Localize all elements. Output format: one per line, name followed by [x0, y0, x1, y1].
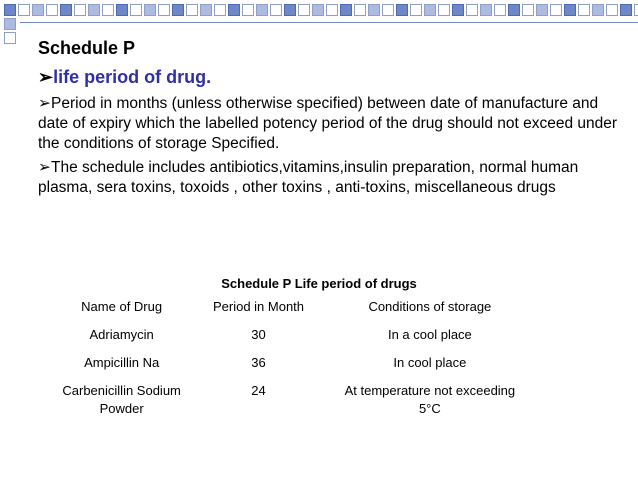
deco-square — [564, 4, 576, 16]
bullet-heading — [38, 67, 618, 88]
deco-square — [144, 4, 156, 16]
table-cell: Ampicillin Na — [84, 355, 160, 370]
deco-square — [438, 4, 450, 16]
deco-square — [354, 4, 366, 16]
arrow-bullet-icon: ➢ — [38, 95, 51, 112]
deco-square — [396, 4, 408, 16]
deco-square — [74, 4, 86, 16]
deco-square — [158, 4, 170, 16]
deco-square — [200, 4, 212, 16]
deco-square — [116, 4, 128, 16]
deco-square — [60, 4, 72, 16]
header-cell: Conditions of storage — [368, 299, 492, 314]
deco-square — [368, 4, 380, 16]
deco-square — [284, 4, 296, 16]
header-cell: Name of Drug — [81, 299, 163, 314]
table-cell: 24 — [251, 383, 266, 398]
bullet-heading-text: life period of drug. — [53, 67, 212, 87]
header-cell: Period in Month — [212, 299, 305, 314]
deco-square — [298, 4, 310, 16]
deco-square — [480, 4, 492, 16]
deco-square — [508, 4, 520, 16]
table-cell: At temperature not exceeding 5°C — [344, 383, 516, 416]
deco-square — [186, 4, 198, 16]
table-cell: Adriamycin — [89, 327, 154, 342]
table-cell: In a cool place — [387, 327, 472, 342]
decorative-squares-top — [4, 4, 638, 18]
table-row — [58, 354, 528, 382]
table-title: Schedule P Life period of drugs — [221, 276, 417, 291]
bullet-paragraph-1 — [38, 94, 618, 154]
deco-square — [536, 4, 548, 16]
bullet-paragraph-2 — [38, 158, 618, 198]
deco-square — [242, 4, 254, 16]
table-cell: 30 — [251, 327, 266, 342]
deco-square — [32, 4, 44, 16]
deco-square — [172, 4, 184, 16]
table-cell: Carbenicillin Sodium Powder — [62, 383, 181, 416]
deco-square — [620, 4, 632, 16]
deco-square — [452, 4, 464, 16]
deco-square — [466, 4, 478, 16]
deco-square — [634, 4, 638, 16]
paragraph-1-text: Period in months (unless otherwise specified) between date of manufacture and date of expiry which the labelled potency period of the drug should not exceed under the conditions of storage Specified. — [38, 95, 618, 152]
drug-life-table — [58, 298, 528, 428]
deco-square — [228, 4, 240, 16]
table-row — [58, 326, 528, 354]
deco-square — [592, 4, 604, 16]
deco-square — [46, 4, 58, 16]
deco-square — [256, 4, 268, 16]
table-row — [58, 382, 528, 428]
deco-square — [312, 4, 324, 16]
deco-square — [340, 4, 352, 16]
deco-square — [4, 18, 16, 30]
deco-square — [606, 4, 618, 16]
arrow-bullet-icon: ➢ — [38, 159, 51, 176]
deco-square — [18, 4, 30, 16]
deco-square — [424, 4, 436, 16]
table-cell: In cool place — [393, 355, 467, 370]
deco-square — [4, 32, 16, 44]
deco-square — [382, 4, 394, 16]
deco-square — [88, 4, 100, 16]
deco-square — [550, 4, 562, 16]
arrow-bullet-icon: ➢ — [38, 67, 54, 87]
deco-square — [102, 4, 114, 16]
slide-body — [38, 38, 618, 202]
deco-square — [522, 4, 534, 16]
table-cell: 36 — [251, 355, 266, 370]
deco-square — [326, 4, 338, 16]
deco-square — [4, 4, 16, 16]
deco-square — [214, 4, 226, 16]
slide-title: Schedule P — [38, 38, 136, 58]
header-rule — [20, 22, 638, 23]
deco-square — [130, 4, 142, 16]
deco-square — [410, 4, 422, 16]
deco-square — [270, 4, 282, 16]
paragraph-2-text: The schedule includes antibiotics,vitamins,insulin preparation, normal human plasma, sera toxins, toxoids , other toxins , anti-toxins, miscellaneous drugs — [38, 159, 579, 196]
decorative-squares-left — [4, 4, 18, 44]
deco-square — [494, 4, 506, 16]
table-header-row — [58, 298, 528, 326]
deco-square — [578, 4, 590, 16]
